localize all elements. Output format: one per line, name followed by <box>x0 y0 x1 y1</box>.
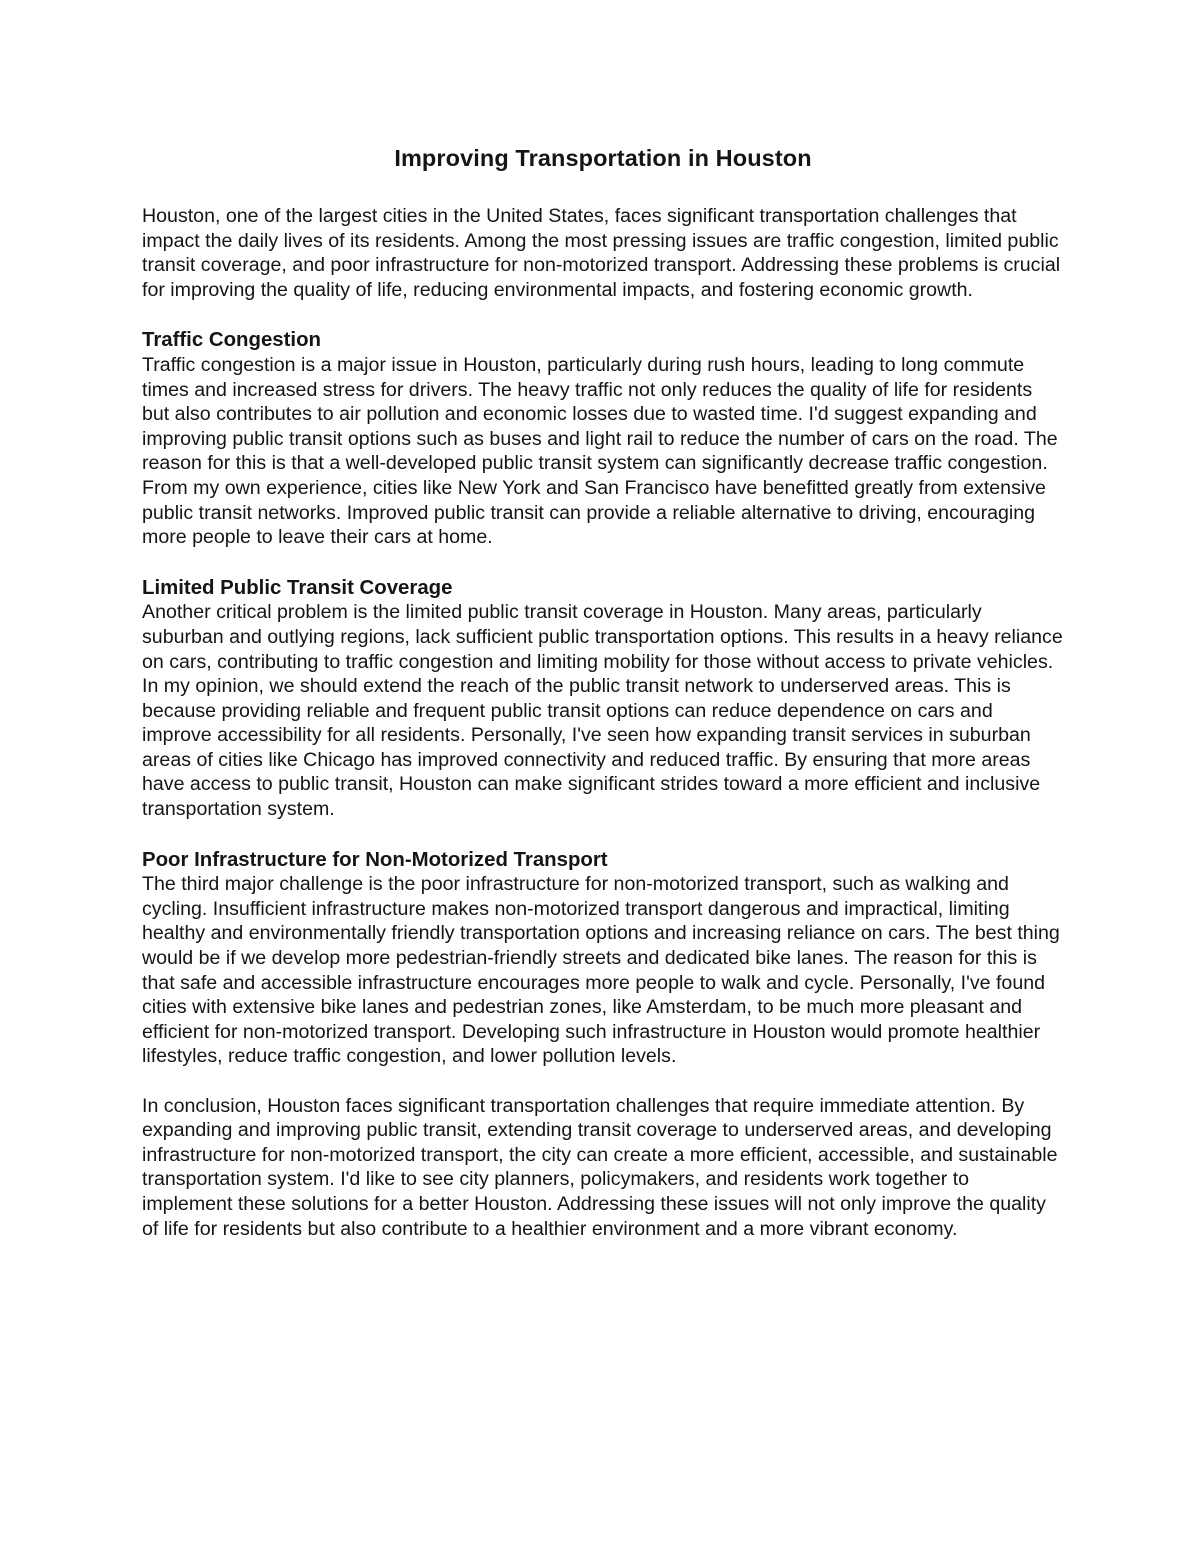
section-paragraph: Traffic congestion is a major issue in Houston, particularly during rush hours, leading to long commute times and increased stress for drivers. The heavy traffic not only reduces the quality of life for residents but also contributes to air pollution and economic losses due to wasted time. I'd suggest expanding and improving public transit options such as buses and light rail to reduce the number of cars on the road. The reason for this is that a well-developed public transit system can significantly decrease traffic congestion. From my own experience, cities like New York and San Francisco have benefitted greatly from extensive public transit networks. Improved public transit can provide a reliable alternative to driving, encouraging more people to leave their cars at home. <box>142 353 1058 549</box>
section-heading: Poor Infrastructure for Non-Motorized Transport <box>142 848 608 871</box>
section-traffic-congestion <box>142 328 1064 549</box>
intro-paragraph: Houston, one of the largest cities in the United States, faces significant transportation challenges that impact the daily lives of its residents. Among the most pressing issues are traffic congestion, limited public transit coverage, and poor infrastructure for non-motorized transport. Addressing these problems is crucial for improving the quality of life, reducing environmental impacts, and fostering economic growth. <box>142 205 1061 301</box>
section-non-motorized-infrastructure <box>142 848 1064 1069</box>
section-paragraph: Another critical problem is the limited public transit coverage in Houston. Many areas, particularly suburban and outlying regions, lack sufficient public transportation options. This results in a heavy reliance on cars, contributing to traffic congestion and limiting mobility for those without access to private vehicles. In my opinion, we should extend the reach of the public transit network to underserved areas. This is because providing reliable and frequent public transit options can reduce dependence on cars and improve accessibility for all residents. Personally, I've seen how expanding transit services in suburban areas of cities like Chicago has improved connectivity and reduced traffic. By ensuring that more areas have access to public transit, Houston can make significant strides toward a more efficient and inclusive transportation system. <box>142 601 1063 821</box>
section-heading: Limited Public Transit Coverage <box>142 576 453 599</box>
document-content <box>142 143 1064 1241</box>
conclusion-paragraph: In conclusion, Houston faces significant transportation challenges that require immediate attention. By expanding and improving public transit, extending transit coverage to underserved areas, and developing infrastructure for non-motorized transport, the city can create a more efficient, accessible, and sustainable transportation system. I'd like to see city planners, policymakers, and residents work together to implement these solutions for a better Houston. Addressing these issues will not only improve the quality of life for residents but also contribute to a healthier environment and a more vibrant economy. <box>142 1094 1058 1240</box>
section-paragraph: The third major challenge is the poor infrastructure for non-motorized transport, such as walking and cycling. Insufficient infrastructure makes non-motorized transport dangerous and impractical, limiting healthy and environmentally friendly transportation options and increasing reliance on cars. The best thing would be if we develop more pedestrian-friendly streets and dedicated bike lanes. The reason for this is that safe and accessible infrastructure encourages more people to walk and cycle. Personally, I've found cities with extensive bike lanes and pedestrian zones, like Amsterdam, to be much more pleasant and efficient for non-motorized transport. Developing such infrastructure in Houston would promote healthier lifestyles, reduce traffic congestion, and lower pollution levels. <box>142 873 1060 1068</box>
section-limited-public-transit <box>142 576 1064 822</box>
document-title: Improving Transportation in Houston <box>394 145 812 171</box>
section-heading: Traffic Congestion <box>142 329 321 352</box>
